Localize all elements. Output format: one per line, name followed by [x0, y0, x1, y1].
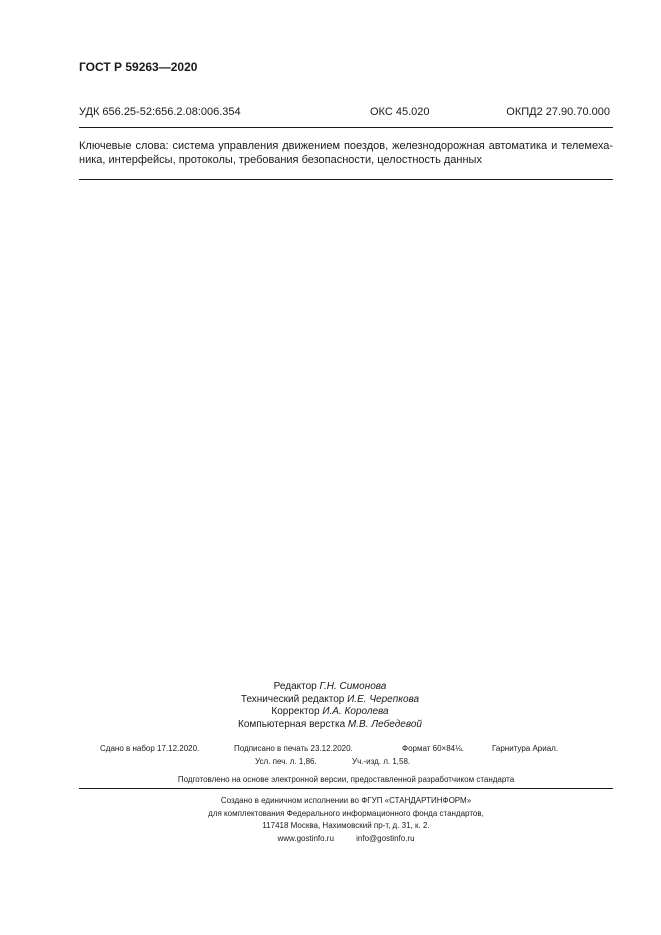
print-sheets: Усл. печ. л. 1,86.	[255, 757, 317, 766]
okpd-code: ОКПД2 27.90.70.000	[506, 106, 610, 118]
editor-credit: Редактор Г.Н. Симонова	[273, 681, 387, 692]
divider-top	[79, 127, 613, 128]
submitted-date: Сдано в набор 17.12.2020.	[100, 744, 200, 753]
created-line-1: Создано в единичном исполнении во ФГУП «СТАНДАРТИНФОРМ»	[220, 796, 472, 805]
created-line-2: для комплектования Федерального информационного фонда стандартов,	[208, 808, 484, 818]
divider-keywords	[79, 179, 613, 180]
publisher-sheets: Уч.-изд. л. 1,58.	[352, 757, 411, 766]
tech-editor-credit: Технический редактор И.Е. Черепкова	[240, 693, 420, 705]
keywords-block	[79, 139, 613, 167]
prepared-note: Подготовлено на основе электронной версии, предоставленной разработчиком стандарта	[177, 775, 515, 784]
signed-date: Подписано в печать 23.12.2020.	[234, 744, 353, 753]
typeface: Гарнитура Ариал.	[492, 744, 559, 753]
created-line-3: 117418 Москва, Нахимовский пр-т, д. 31, к. 2.	[262, 821, 430, 830]
paper-format: Формат 60×84⅛.	[402, 744, 465, 753]
oks-code: ОКС 45.020	[370, 106, 430, 118]
contact-line	[79, 833, 613, 846]
credits-block	[130, 681, 530, 731]
keywords-line-1: Ключевые слова: система управления движением поездов, железнодорожная автоматика и телемеха-	[79, 140, 613, 152]
keywords-line-2: ника, интерфейсы, протоколы, требования безопасности, целостность данных	[79, 154, 482, 166]
standard-code: ГОСТ Р 59263—2020	[79, 60, 198, 74]
divider-bottom	[79, 788, 613, 789]
corrector-credit: Корректор И.А. Королева	[271, 706, 389, 718]
email-link[interactable]: info@gostinfo.ru	[356, 833, 415, 843]
website-link[interactable]: www.gostinfo.ru	[277, 833, 334, 843]
udk-code: УДК 656.25-52:656.2.08:006.354	[79, 106, 241, 118]
classification-row	[79, 106, 610, 120]
layout-credit: Компьютерная верстка М.В. Лебедевой	[238, 718, 422, 730]
created-block	[79, 795, 613, 845]
